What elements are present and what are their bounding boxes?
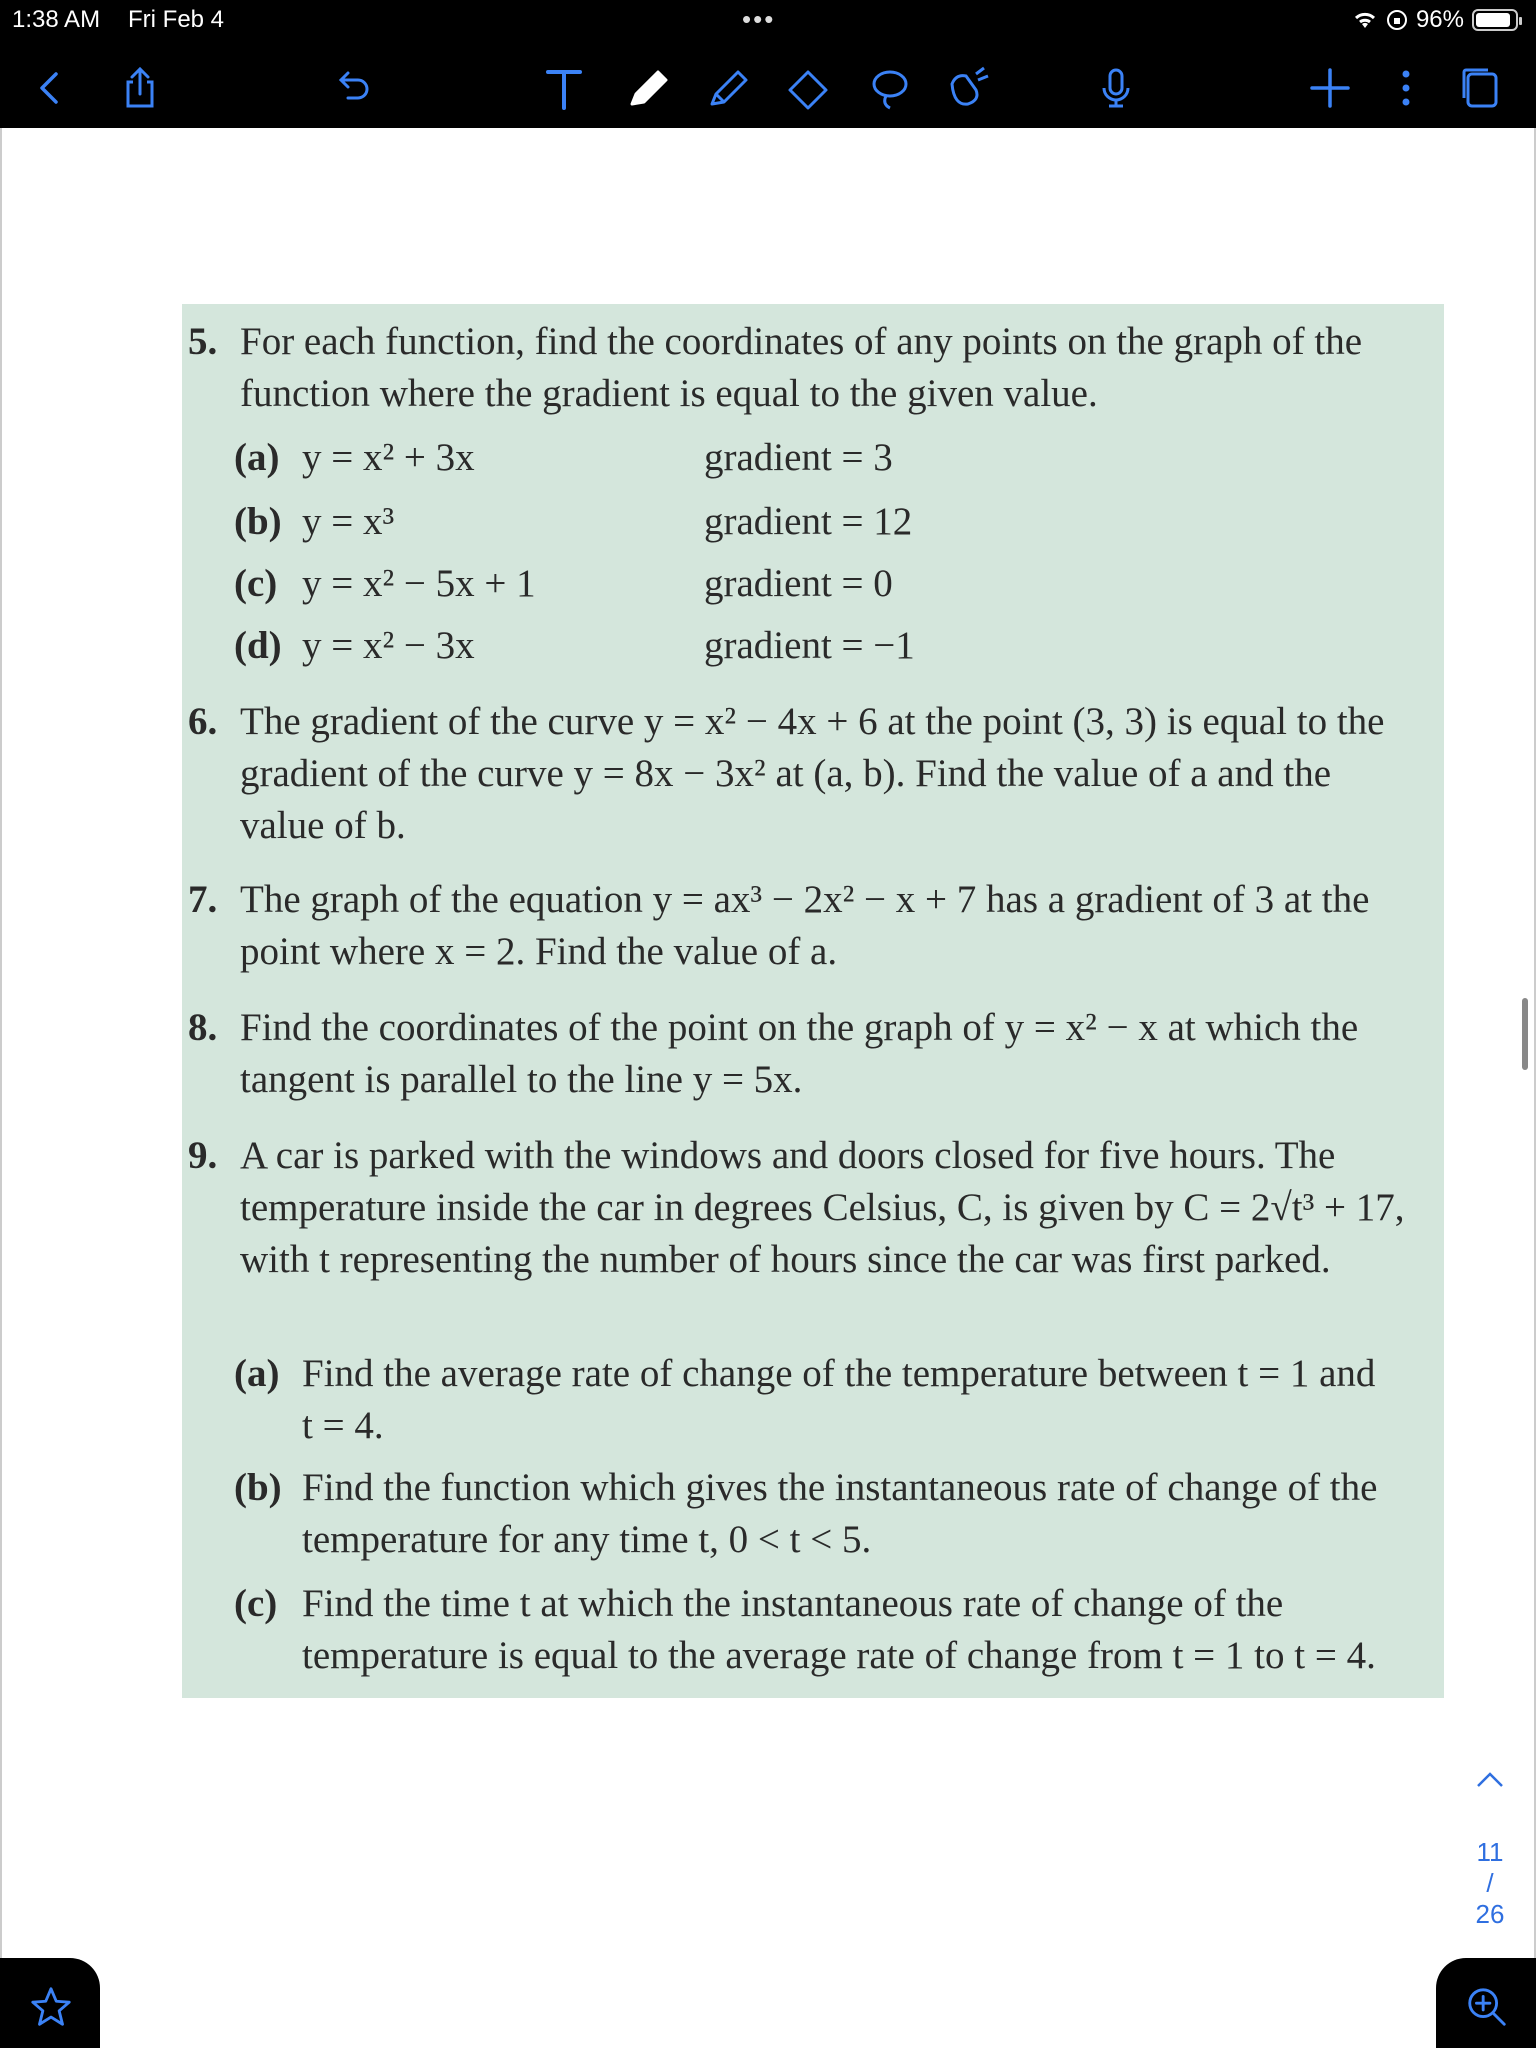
previous-page-icon[interactable] (1462, 1768, 1518, 1799)
part-text: Find the function which gives the instantaneous rate of change of the temperature for any time t, 0 < t < 5. (302, 1466, 1378, 1561)
part-label: (a) (234, 1352, 280, 1395)
microphone-icon[interactable] (1088, 60, 1144, 116)
status-time: 1:38 AM (12, 6, 101, 33)
exercise-block (182, 304, 1444, 1698)
highlighter-icon[interactable] (700, 60, 756, 116)
part-label: (b) (234, 1466, 282, 1509)
lasso-icon[interactable] (860, 60, 916, 116)
document-page[interactable] (0, 128, 1536, 2048)
q5-part-a (234, 432, 893, 484)
current-page: 11 (1476, 1837, 1504, 1867)
total-pages: 26 (1475, 1899, 1505, 1929)
part-label: (d) (234, 624, 282, 667)
part-label: (c) (234, 562, 278, 605)
question-number: 5. (188, 320, 218, 363)
question-text: A car is parked with the windows and doors closed for five hours. The temperature inside the car in degrees Celsius, C, is given by C = 2√t³ + 17, with t representing the number of hours since the car was first parked. (240, 1134, 1405, 1281)
toolbar (0, 40, 1536, 128)
question-number: 6. (188, 700, 218, 743)
part-function: y = x² − 5x + 1 (302, 562, 536, 605)
multitasking-dots[interactable]: ••• (742, 4, 776, 34)
status-date: Fri Feb 4 (128, 6, 225, 33)
part-gradient: gradient = 0 (704, 562, 893, 605)
part-gradient: gradient = 12 (704, 500, 913, 543)
pages-icon[interactable] (1452, 60, 1508, 116)
part-function: y = x² + 3x (302, 436, 475, 479)
eraser-icon[interactable] (780, 60, 836, 116)
wifi-icon (1352, 10, 1378, 30)
page-separator: / (1486, 1868, 1494, 1898)
scrollbar[interactable] (1522, 998, 1528, 1070)
image-icon[interactable] (940, 60, 996, 116)
q5-part-d (234, 620, 915, 672)
question-number: 9. (188, 1134, 218, 1177)
part-text: Find the time t at which the instantaneous rate of change of the temperature is equal to the average rate of change from t = 1 to t = 4. (302, 1582, 1376, 1677)
part-gradient: gradient = 3 (704, 436, 893, 479)
question-text: The graph of the equation y = ax³ − 2x² − x + 7 has a gradient of 3 at the point where x = 2. Find the value of a. (240, 878, 1370, 973)
part-label: (a) (234, 436, 280, 479)
add-icon[interactable] (1302, 60, 1358, 116)
favorite-button[interactable] (0, 1958, 100, 2048)
share-icon[interactable] (112, 60, 168, 116)
question-number: 8. (188, 1006, 218, 1049)
question-text: Find the coordinates of the point on the graph of y = x² − x at which the tangent is parallel to the line y = 5x. (240, 1006, 1359, 1101)
q5-part-b (234, 496, 913, 548)
question-text: The gradient of the curve y = x² − 4x + 6 at the point (3, 3) is equal to the gradient of the curve y = 8x − 3x² at (a, b). Find the value of a and the value of b. (240, 700, 1385, 847)
zoom-in-icon (1464, 1984, 1510, 2030)
question-number: 7. (188, 878, 218, 921)
part-gradient: gradient = −1 (704, 624, 915, 667)
part-function: y = x³ (302, 500, 395, 543)
part-function: y = x² − 3x (302, 624, 475, 667)
zoom-button[interactable] (1436, 1958, 1536, 2048)
status-bar (0, 0, 1536, 40)
pen-icon[interactable] (620, 60, 676, 116)
back-icon[interactable] (22, 60, 78, 116)
more-icon[interactable] (1378, 60, 1434, 116)
battery-percent: 96% (1415, 6, 1464, 33)
part-label: (c) (234, 1582, 278, 1625)
question-text: For each function, find the coordinates of any points on the graph of the function where the gradient is equal to the given value. (240, 320, 1363, 415)
battery-icon (1472, 9, 1518, 31)
text-tool-icon[interactable] (536, 60, 592, 116)
star-icon (28, 1984, 74, 2030)
part-text: Find the average rate of change of the temperature between t = 1 and t = 4. (302, 1352, 1376, 1447)
q5-part-c (234, 558, 893, 610)
part-label: (b) (234, 500, 282, 543)
orientation-lock-icon (1386, 9, 1408, 31)
status-right (1352, 6, 1518, 34)
undo-icon[interactable] (324, 60, 380, 116)
